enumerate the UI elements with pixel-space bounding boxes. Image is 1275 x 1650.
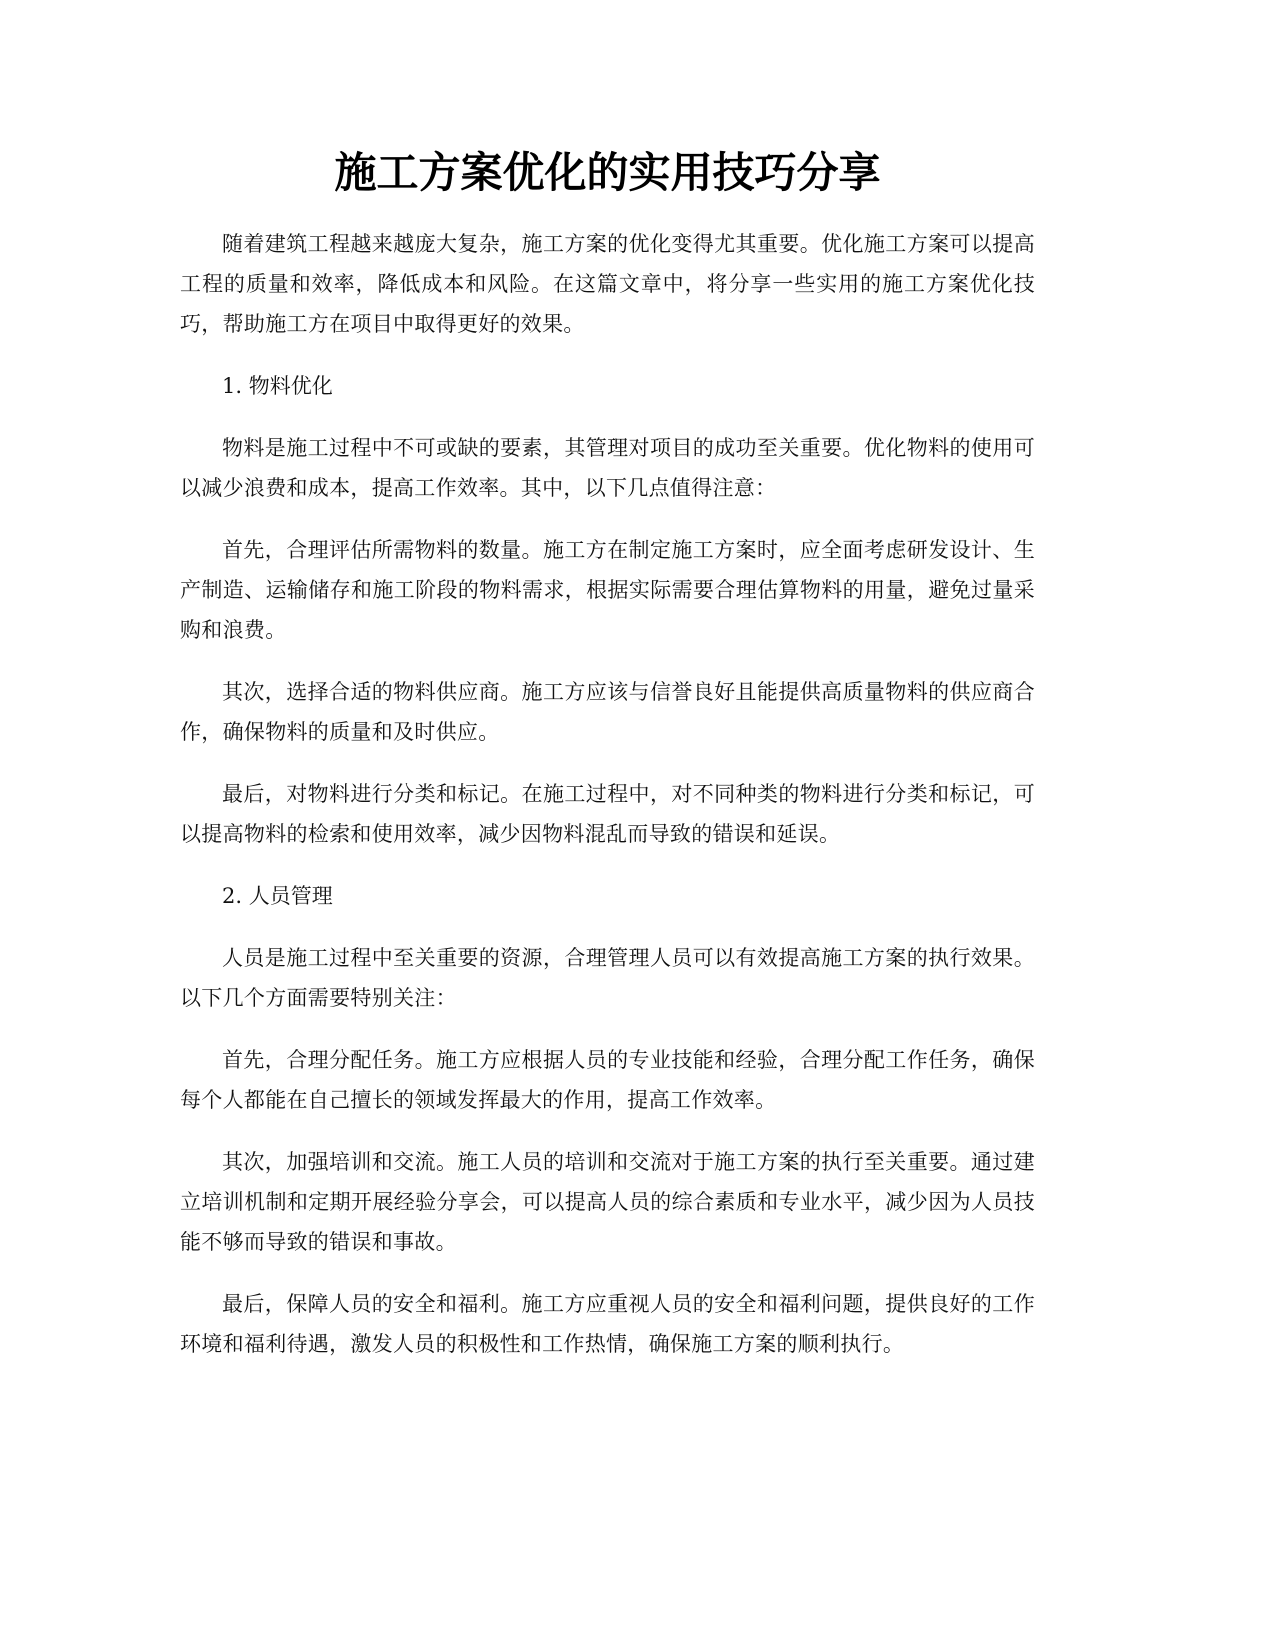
intro-paragraph: 随着建筑工程越来越庞大复杂，施工方案的优化变得尤其重要。优化施工方案可以提高工程的质量和效率，降低成本和风险。在这篇文章中，将分享一些实用的施工方案优化技巧，帮助施工方在项目中取得更好的效果。 (180, 232, 1035, 336)
personnel-point-last: 最后，保障人员的安全和福利。施工方应重视人员的安全和福利问题，提供良好的工作环境和福利待遇，激发人员的积极性和工作热情，确保施工方案的顺利执行。 (180, 1292, 1035, 1356)
materials-point-second: 其次，选择合适的物料供应商。施工方应该与信誉良好且能提供高质量物料的供应商合作，确保物料的质量和及时供应。 (180, 680, 1035, 744)
materials-point-last: 最后，对物料进行分类和标记。在施工过程中，对不同种类的物料进行分类和标记，可以提高物料的检索和使用效率，减少因物料混乱而导致的错误和延误。 (180, 782, 1035, 846)
personnel-point-second: 其次，加强培训和交流。施工人员的培训和交流对于施工方案的执行至关重要。通过建立培训机制和定期开展经验分享会，可以提高人员的综合素质和专业水平，减少因为人员技能不够而导致的错误和事故。 (180, 1150, 1035, 1254)
section-heading-personnel: 2. 人员管理 (222, 884, 333, 908)
document-page (180, 0, 1035, 1650)
document-body (180, 224, 1035, 1386)
section-heading-materials: 1. 物料优化 (222, 374, 333, 398)
materials-intro-paragraph: 物料是施工过程中不可或缺的要素，其管理对项目的成功至关重要。优化物料的使用可以减少浪费和成本，提高工作效率。其中，以下几点值得注意： (180, 436, 1035, 500)
personnel-intro-paragraph: 人员是施工过程中至关重要的资源，合理管理人员可以有效提高施工方案的执行效果。以下几个方面需要特别关注： (180, 946, 1035, 1010)
document-title: 施工方案优化的实用技巧分享 (334, 148, 881, 197)
personnel-point-first: 首先，合理分配任务。施工方应根据人员的专业技能和经验，合理分配工作任务，确保每个人都能在自己擅长的领域发挥最大的作用，提高工作效率。 (180, 1048, 1035, 1112)
materials-point-first: 首先，合理评估所需物料的数量。施工方在制定施工方案时，应全面考虑研发设计、生产制造、运输储存和施工阶段的物料需求，根据实际需要合理估算物料的用量，避免过量采购和浪费。 (180, 538, 1035, 642)
